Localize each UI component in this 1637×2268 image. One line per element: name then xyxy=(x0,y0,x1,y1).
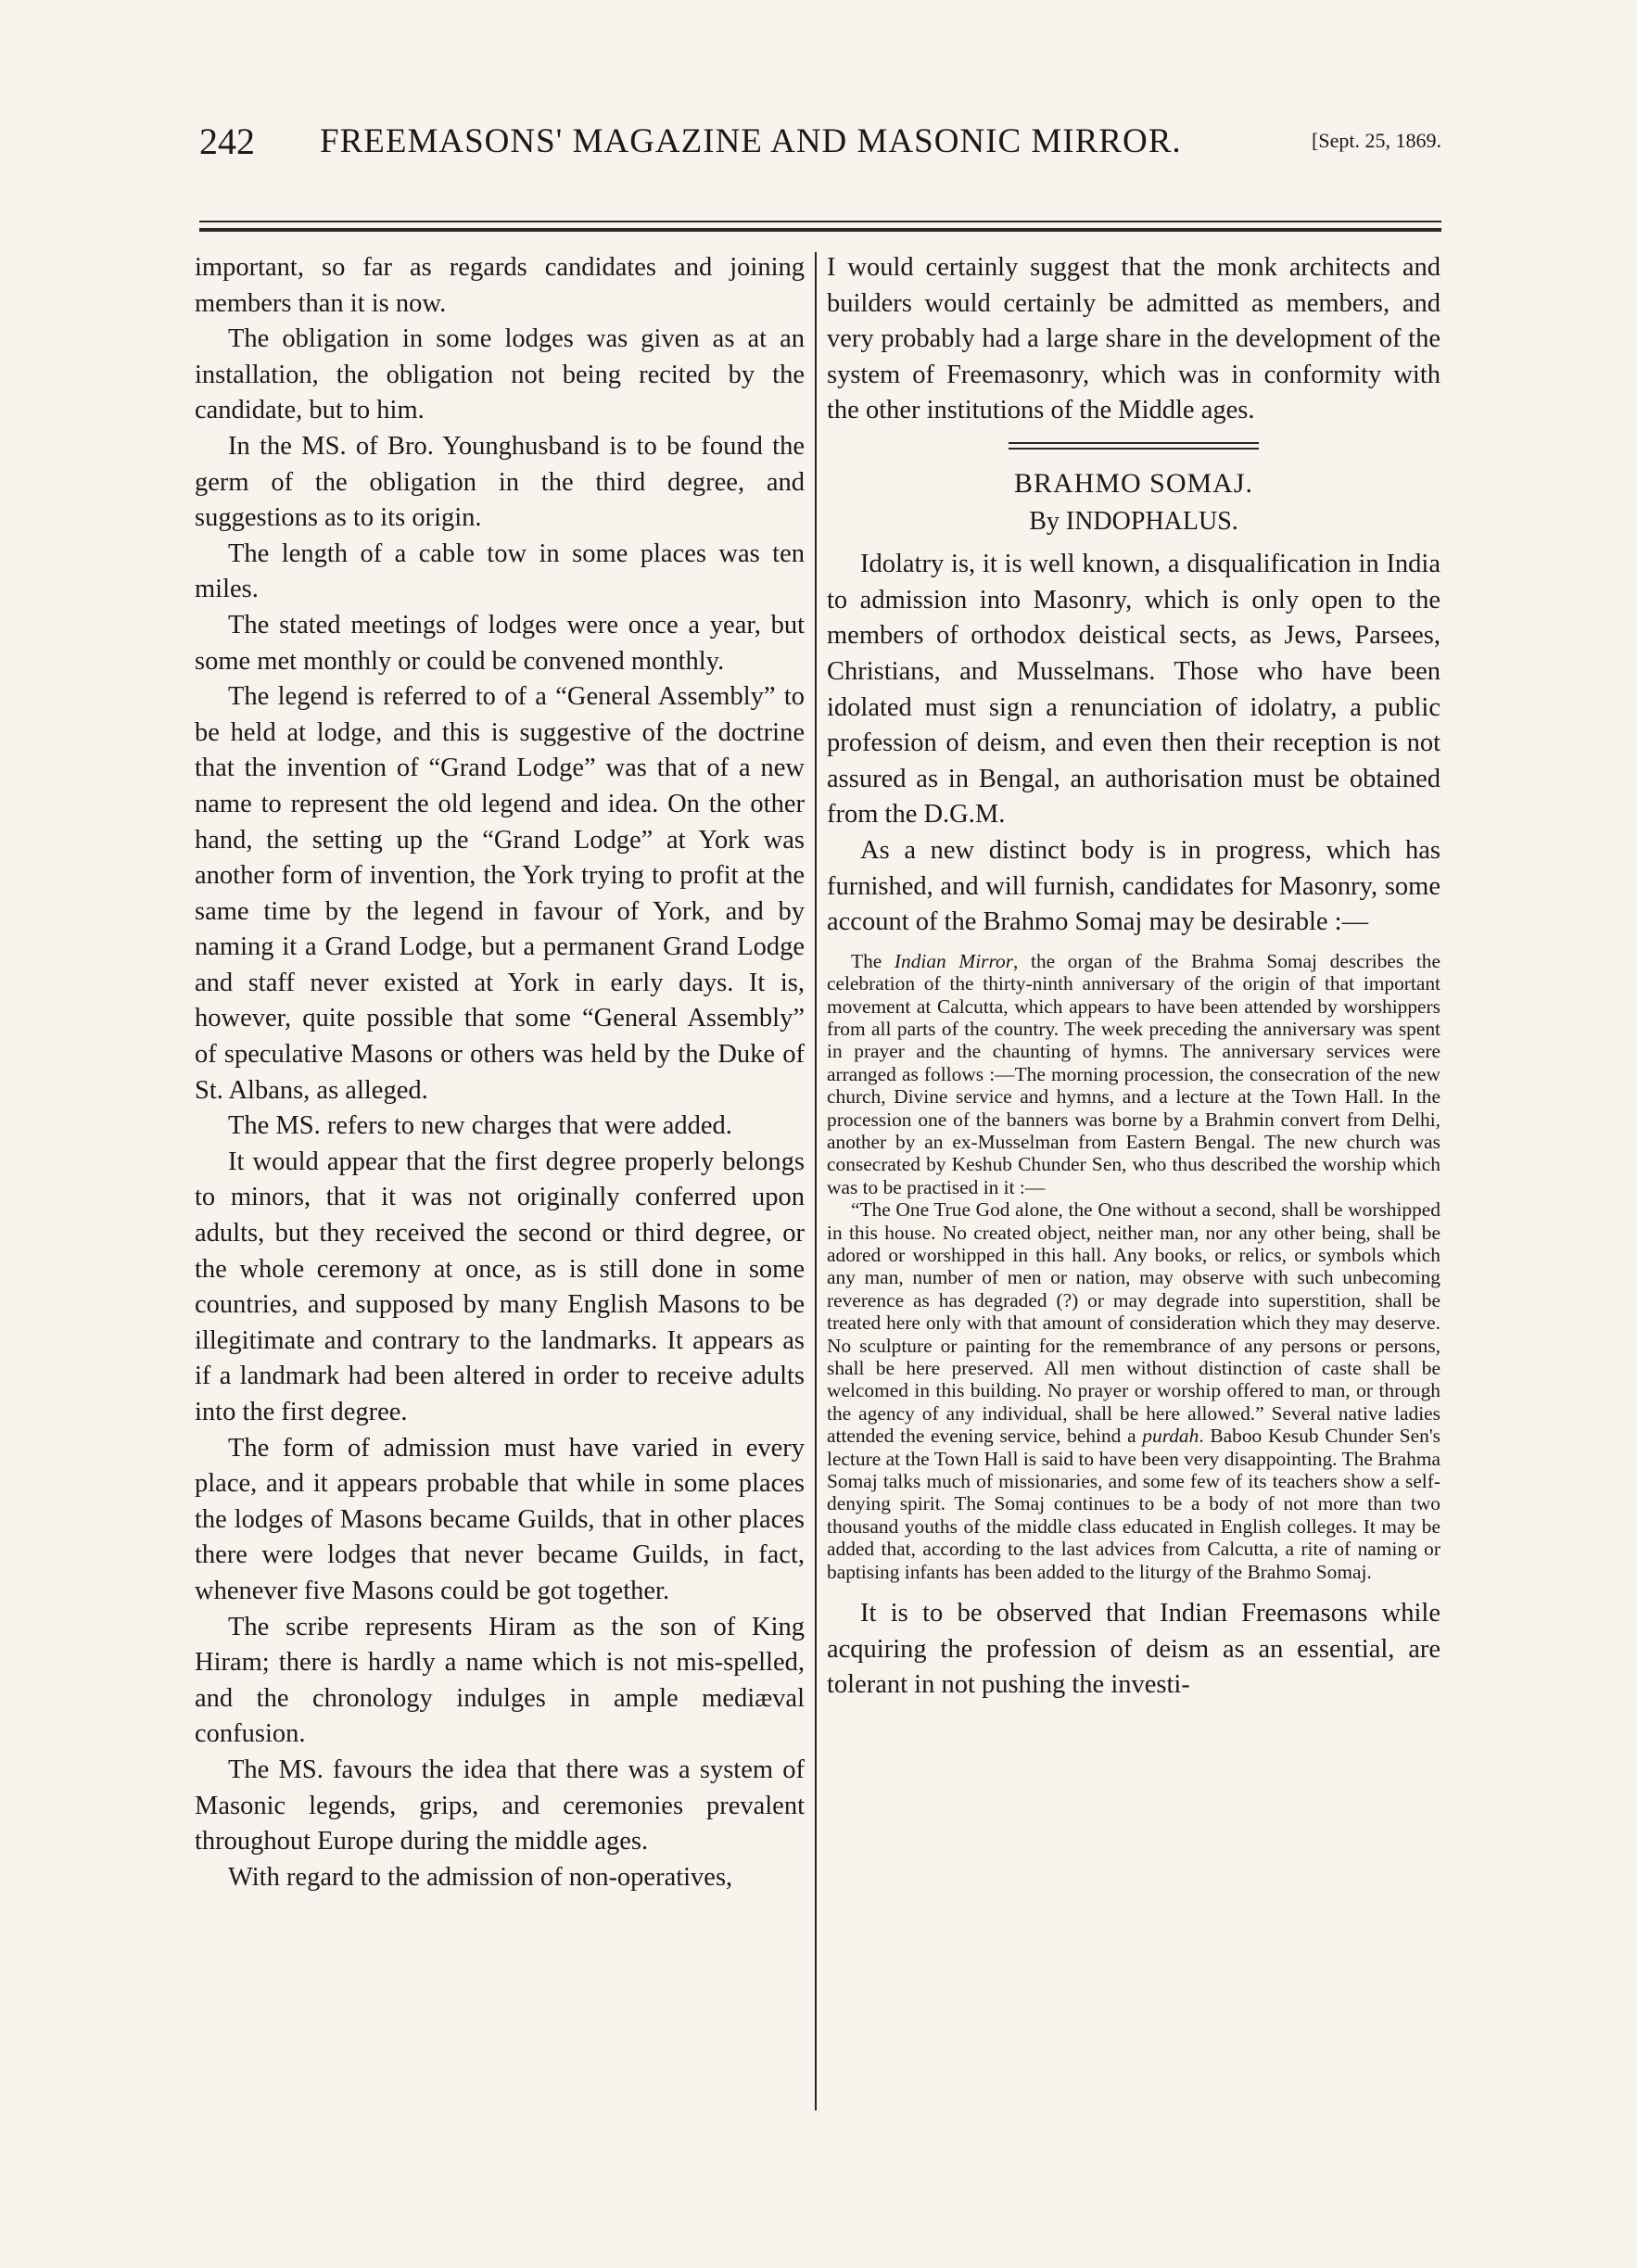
paragraph: It would appear that the first degree properly belongs to minors, that it was not originally conferred upon adults, but they received the second or third degree, or the whole ceremony at once, as is still done in some countries, and supposed by many English Masons to be illegitimate and contrary to the landmarks. It appears as if a landmark had been altered in order to receive adults into the first degree. xyxy=(195,1147,805,1426)
paragraph: As a new distinct body is in progress, which has furnished, and will furnish, candidates for Masonry, some account of the Brahmo Somaj may be desirable :— xyxy=(827,835,1440,937)
section-separator xyxy=(1009,442,1259,450)
extract-text: “The One True God alone, the One without a second, shall be worshipped in this house. No created object, neither man, nor any other being, shall be adored or worshipped in this hall. Any books, or relics, or symbols which any man, number of men or nation, may observe with such unbecoming reverence as has degraded (?) or may degrade into superstition, shall be treated here only with that amount of consideration which they may deserve. No sculpture or painting for the remembrance of any persons or persons, shall be here preserved. All men without distinction of caste shall be welcomed in this building. No prayer or worship offered to man, or through the agency of any individual, shall be here allowed.” Several native ladies attended the evening service, behind a xyxy=(827,1198,1440,1448)
extract-paragraph xyxy=(827,950,1440,1198)
publication-name: Indian Mirror xyxy=(894,949,1014,972)
paragraph: The length of a cable tow in some places was ten miles. xyxy=(195,538,805,604)
extract-text: . Baboo Kesub Chunder Sen's lecture at the Town Hall is said to have been very disappointing. The Brahma Somaj talks much of missionaries, and some few of its teachers show a self-denying spirit. The Somaj continues to be a body of not more than two thousand youths of the middle class educated in English colleges. It may be added that, according to the last advices from Calcutta, a rite of naming or baptising infants has been added to the liturgy of the Brahmo Somaj. xyxy=(827,1425,1440,1583)
article-title: BRAHMO SOMAJ. xyxy=(1013,467,1254,499)
paragraph: The stated meetings of lodges were once a year, but some met monthly or could be convened monthly. xyxy=(195,610,805,676)
page-header xyxy=(199,116,1441,171)
header-rule-thin xyxy=(199,221,1441,222)
extract-text: , the organ of the Brahma Somaj describes the celebration of the thirty-ninth anniversary of the origin of that important movement at Calcutta, which appears to have been attended by worshippers from all parts of the country. The week preceding the anniversary was spent in prayer and the chaunting of hymns. The anniversary services were arranged as follows :—The morning procession, the consecration of the new church, Divine service and hymns, and a lecture at the Town Hall. In the procession one of the banners was borne by a Brahmin convert from Delhi, another by an ex-Musselman from Eastern Bengal. The new church was consecrated by Keshub Chunder Sen, who thus described the worship which was to be practised in it :— xyxy=(827,949,1440,1198)
extract-quote xyxy=(827,1198,1440,1583)
header-rule-thick xyxy=(199,228,1441,232)
paragraph: In the MS. of Bro. Younghusband is to be found the germ of the obligation in the third degree, and suggestions as to its origin. xyxy=(195,431,805,533)
italic-term: purdah xyxy=(1142,1425,1199,1448)
paragraph: The MS. favours the idea that there was a system of Masonic legends, grips, and ceremonies prevalent throughout Europe during the middle ages. xyxy=(195,1755,805,1856)
extract-text: The xyxy=(851,949,895,972)
paragraph: The form of admission must have varied in every place, and it appears probable that while in some places the lodges of Masons became Guilds, that in other places there were lodges that never became Guilds, in fact, whenever five Masons could be got together. xyxy=(195,1433,805,1605)
paragraph: The scribe represents Hiram as the son of King Hiram; there is hardly a name which is not mis-spelled, and the chronology indulges in ample mediæval confusion. xyxy=(195,1612,805,1749)
paragraph: It is to be observed that Indian Freemasons while acquiring the profession of deism as an essential, are tolerant in not pushing the investi- xyxy=(827,1599,1440,1700)
left-column xyxy=(195,250,805,1895)
continuation-paragraph: I would certainly suggest that the monk architects and builders would certainly be admitted as members, and very probably had a large share in the development of the system of Freemasonry, which was in conformity with the other institutions of the Middle ages. xyxy=(827,253,1440,425)
paragraph: Idolatry is, it is well known, a disqualification in India to admission into Masonry, which is only open to the members of orthodox deistical sects, as Jews, Parsees, Christians, and Musselmans. Those who have been idolated must sign a renunciation of idolatry, a public profession of deism, and even then their reception is not assured as in Bengal, an authorisation must be obtained from the D.G.M. xyxy=(827,550,1440,830)
right-column xyxy=(827,250,1440,1704)
paragraph: With regard to the admission of non-operatives, xyxy=(228,1862,733,1892)
paragraph: The MS. refers to new charges that were added. xyxy=(228,1111,732,1141)
magazine-title: FREEMASONS' MAGAZINE AND MASONIC MIRROR. xyxy=(320,122,1182,160)
issue-date: [Sept. 25, 1869. xyxy=(1312,129,1441,152)
paragraph: The obligation in some lodges was given as at an installation, the obligation not being recited by the candidate, but to him. xyxy=(195,324,805,425)
column-divider xyxy=(815,252,817,2110)
page-number: 242 xyxy=(199,120,255,162)
article-byline: By INDOPHALUS. xyxy=(1029,506,1238,536)
paragraph: important, so far as regards candidates and joining members than it is now. xyxy=(195,253,805,318)
paragraph: The legend is referred to of a “General Assembly” to be held at lodge, and this is suggestive of the doctrine that the invention of “Grand Lodge” was that of a new name to represent the old legend and idea. On the other hand, the setting up the “Grand Lodge” at York was another form of invention, the York trying to profit at the same time by the legend in favour of York, and by naming it a Grand Lodge, but a permanent Grand Lodge and staff never existed at York in early days. It is, however, quite possible that some “General Assembly” of speculative Masons or others was held by the Duke of St. Albans, as alleged. xyxy=(195,682,805,1105)
quoted-extract xyxy=(827,950,1440,1583)
